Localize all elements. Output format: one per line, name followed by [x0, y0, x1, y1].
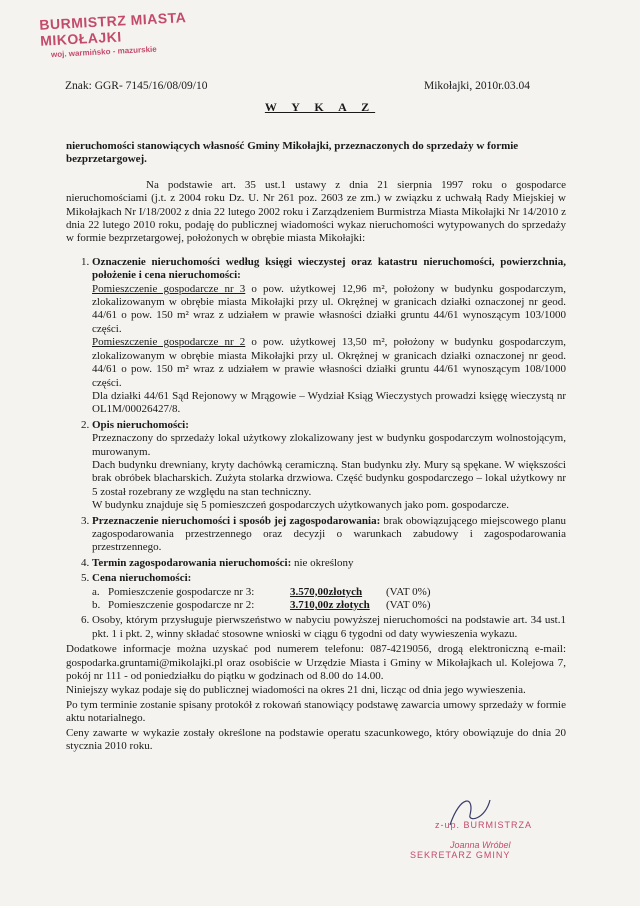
official-stamp [39, 7, 221, 59]
list-item [92, 515, 566, 555]
price-b-marker: b. [92, 599, 101, 611]
item1-heading: Oznaczenie nieruchomości według księgi wieczystej oraz katastru nieruchomości, powierzchnia, położenie i cena nieruchomości: [92, 255, 566, 282]
item5-heading: Cena nieruchomości: [92, 572, 192, 585]
item4-text: nie określony [291, 556, 354, 569]
reference-number: Znak: GGR- 7145/16/08/09/10 [65, 80, 208, 92]
item2-text1: Przeznaczony do sprzedaży lokal użytkowy zlokalizowany jest w budynku gospodarczym wolnostojącym, murowanym. [92, 432, 566, 458]
place-date: Mikołajki, 2010r.03.04 [424, 80, 531, 92]
signature-office: z-up. BURMISTRZA [435, 820, 533, 830]
footer-period: Niniejszy wykaz podaje się do publicznej wiadomości na okres 21 dni, licząc od dnia jego wywieszenia. [66, 684, 526, 697]
item2-heading: Opis nieruchomości: [92, 418, 189, 431]
document-body [66, 140, 566, 754]
item1-room3-text: o pow. użytkowej 12,96 m², położony w budynku gospodarczym, zlokalizowanym w obrębie miasta Mikołajki przy ul. Okrężnej w granicach działki oznaczonej nr geod. 44/61 o pow. 150 m² wraz z udziałem w prawie własności działki gruntu 44/61 wynoszącym 103/1000 części. [92, 282, 566, 335]
list-item [92, 557, 566, 570]
item3-heading: Przeznaczenie nieruchomości i sposób jej zagospodarowania: [92, 514, 381, 527]
price-row-b [92, 599, 566, 612]
footer-valuation: Ceny zawarte w wykazie zostały określone na podstawie operatu szacunkowego, który obowiązuje do dnia 20 stycznia 2010 roku. [66, 726, 566, 753]
signature-title: SEKRETARZ GMINY [410, 850, 511, 860]
list-item [92, 572, 566, 612]
intro-heading: nieruchomości stanowiących własność Gminy Mikołajki, przeznaczonych do sprzedaży w formie bezprzetargowej. [66, 140, 519, 166]
signature-name: Joanna Wróbel [450, 840, 511, 850]
price-row-a [92, 586, 566, 599]
item3-text: brak obowiązującego miejscowego planu zagospodarowania przestrzennego oraz decyzji o warunkach zabudowy i zagospodarowania przestrzennego. [92, 514, 566, 554]
footer-protocol: Po tym terminie zostanie spisany protokół z rokowań stanowiący podstawę zawarcia umowy sprzedaży w formie aktu notarialnego. [66, 698, 566, 725]
item6-text: Osoby, którym przysługuje pierwszeństwo w nabyciu powyższej nieruchomości na podstawie art. 34 ust.1 pkt. 1 i pkt. 2, winny składać stosowne wnioski w ciągu 6 tygodni od daty wywieszenia wykazu. [92, 614, 566, 640]
item1-land-register: Dla działki 44/61 Sąd Rejonowy w Mrągowie – Wydział Ksiąg Wieczystych prowadzi księgę wieczystą nr OL1M/00026427/8. [92, 389, 566, 416]
stamp-title: BURMISTRZ MIASTA MIKOŁAJKI [38, 9, 187, 49]
list-item [92, 419, 566, 513]
intro-paragraph: Na podstawie art. 35 ust.1 ustawy z dnia 21 sierpnia 1997 roku o gospodarce nieruchomościami (j.t. z 2004 roku Dz. U. Nr 261 poz. 2603 ze zm.) w związku z uchwałą Rady Miejskiej w Mikołajkach Nr I/18/2002 z dnia 22 lutego 2002 roku i Zarządzeniem Burmistrza Miasta Mikołajki Nr 14/2010 z dnia 22 lutego 2010 roku, podaję do publicznej wiadomości wykaz nieruchomości wytypowanych do sprzedaży w formie bezprzetargowej, położonych w obrębie miasta Mikołajki: [66, 178, 566, 245]
item-list [66, 256, 566, 641]
signature-stamp [410, 820, 570, 860]
item2-text2: Dach budynku drewniany, kryty dachówką ceramiczną. Stan budynku zły. Mury są spękane. W większości brak obróbek blacharskich. Zużyta stolarka drzwiowa. Część budynku gospodarczego – lokal użytkowy nr 5 został rozebrany ze względu na stan techniczny. [92, 458, 566, 498]
price-a-amount: 3.570,00złotych [290, 585, 363, 598]
price-a-marker: a. [92, 585, 100, 598]
document-title: W Y K A Z [264, 100, 376, 114]
price-b-vat: (VAT 0%) [386, 599, 431, 611]
price-a-vat: (VAT 0%) [386, 585, 431, 598]
item2-text3: W budynku znajduje się 5 pomieszczeń gospodarczych użytkowanych jako pom. gospodarcze. [92, 499, 510, 512]
list-item [92, 614, 566, 641]
item1-room3-label: Pomieszczenie gospodarcze nr 3 [92, 282, 246, 295]
stamp-region: woj. warmińsko - mazurskie [50, 44, 157, 60]
item1-room2-text: o pow. użytkowej 13,50 m², położony w budynku gospodarczym, zlokalizowanym w obrębie miasta Mikołajki przy ul. Okrężnej w granicach działki oznaczonej nr geod. 44/61 o pow. 150 m² wraz z udziałem w prawie własności działki gruntu 44/61 wynoszącym 108/1000 części. [92, 336, 566, 389]
footer-notes [66, 643, 566, 753]
price-b-amount: 3.710,00z złotych [290, 599, 370, 611]
price-b-label: Pomieszczenie gospodarcze nr 2: [108, 599, 255, 611]
item4-heading: Termin zagospodarowania nieruchomości: [92, 556, 292, 569]
price-a-label: Pomieszczenie gospodarcze nr 3: [108, 585, 255, 598]
item1-room2-label: Pomieszczenie gospodarcze nr 2 [92, 336, 246, 349]
list-item [92, 256, 566, 417]
footer-contact: Dodatkowe informacje można uzyskać pod numerem telefonu: 087-4219056, drogą elektroniczną e-mail: gospodarka.gruntami@mikolajki.pl oraz osobiście w Urzędzie Miasta i Gminy w Mikołajkach ul. Kolejowa 7, pokój nr 111 - od poniedziałku do piątku w godzinach od 8.00 do 14.00. [66, 643, 566, 683]
